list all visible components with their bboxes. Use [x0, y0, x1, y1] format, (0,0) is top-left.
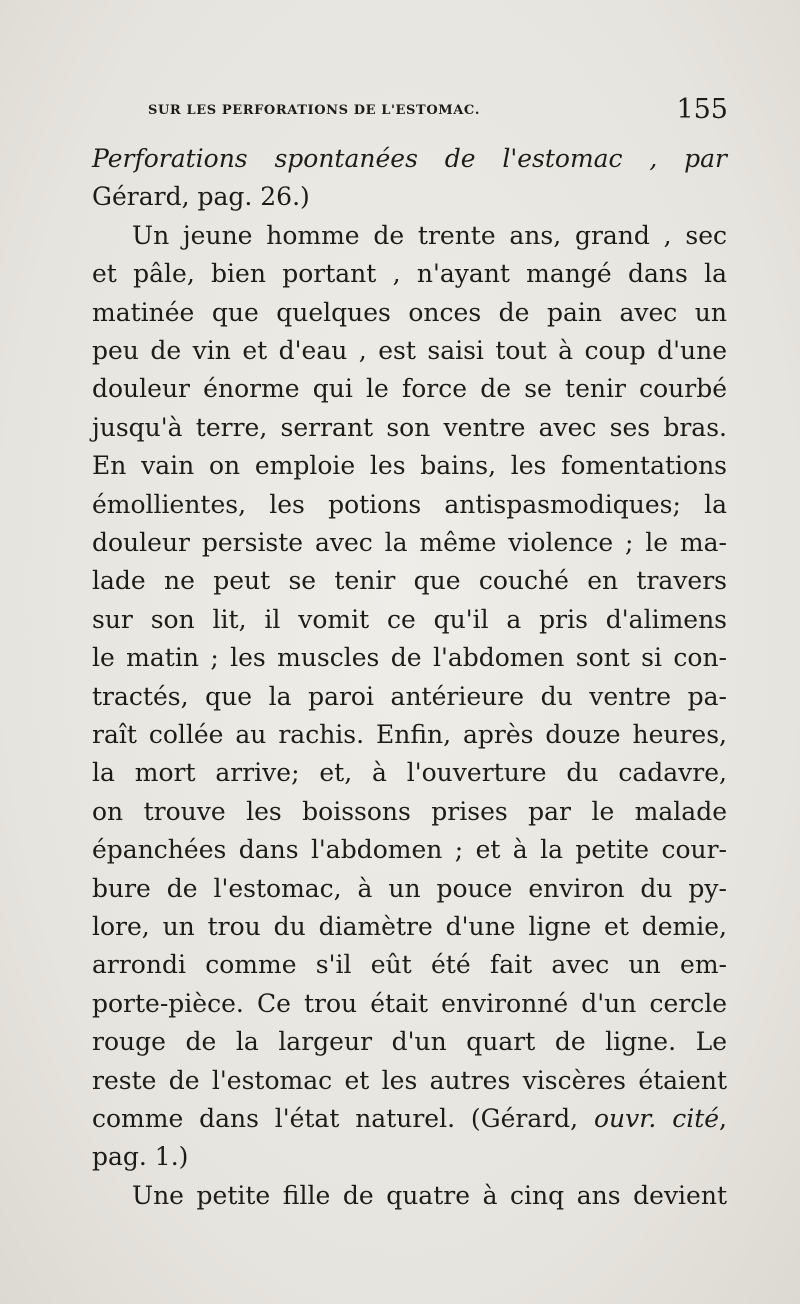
text-segment: bure de l'estomac, à un pouce environ du py-	[92, 874, 727, 903]
text-segment: le matin ; les muscles de l'abdomen sont si con-	[92, 643, 727, 672]
text-segment: épanchées dans l'abdomen ; et à la petite cour-	[92, 835, 727, 864]
text-line	[92, 754, 727, 792]
italic-text: ouvr. cité	[593, 1104, 720, 1133]
text-line	[92, 1023, 727, 1061]
text-segment: et pâle, bien portant , n'ayant mangé dans la	[92, 259, 727, 288]
text-line	[92, 985, 727, 1023]
text-segment: En vain on emploie les bains, les fomentations	[92, 451, 727, 480]
italic-text: Perforations spontanées de l'estomac , par	[92, 144, 727, 173]
text-line	[92, 447, 727, 485]
text-line	[92, 294, 727, 332]
text-segment: comme dans l'état naturel. (Gérard,	[92, 1104, 594, 1133]
page-number: 155	[676, 94, 728, 125]
text-segment: raît collée au rachis. Enfin, après douze heures,	[92, 720, 727, 749]
text-segment: émollientes, les potions antispasmodiques; la	[92, 490, 727, 519]
text-segment: Gérard, pag. 26.)	[92, 182, 310, 211]
text-line	[92, 562, 727, 600]
text-line	[92, 831, 727, 869]
text-line	[92, 870, 727, 908]
text-segment: arrondi comme s'il eût été fait avec un em-	[92, 950, 727, 979]
text-line	[92, 601, 727, 639]
text-segment: douleur énorme qui le force de se tenir courbé	[92, 374, 727, 403]
text-segment: la mort arrive; et, à l'ouverture du cadavre,	[92, 758, 727, 787]
text-segment: rouge de la largeur d'un quart de ligne. Le	[92, 1027, 727, 1056]
text-segment: pag. 1.)	[92, 1142, 189, 1171]
text-segment: lore, un trou du diamètre d'une ligne et demie,	[92, 912, 727, 941]
text-line	[92, 524, 727, 562]
text-segment: jusqu'à terre, serrant son ventre avec ses bras.	[92, 413, 727, 442]
text-line	[92, 486, 727, 524]
text-line	[92, 946, 727, 984]
text-segment: on trouve les boissons prises par le malade	[92, 797, 727, 826]
text-line	[92, 716, 727, 754]
text-segment: reste de l'estomac et les autres viscères étaient	[92, 1066, 727, 1095]
text-line	[92, 370, 727, 408]
text-segment: Un jeune homme de trente ans, grand , sec	[132, 221, 727, 250]
text-segment: douleur persiste avec la même violence ; le ma-	[92, 528, 727, 557]
text-line	[92, 178, 727, 216]
text-segment: tractés, que la paroi antérieure du ventre pa-	[92, 682, 727, 711]
text-line	[92, 255, 727, 293]
text-line	[132, 217, 727, 255]
text-line	[92, 793, 727, 831]
text-line	[92, 908, 727, 946]
text-line	[92, 639, 727, 677]
text-segment: ,	[719, 1104, 727, 1133]
text-line	[92, 332, 727, 370]
text-line	[92, 678, 727, 716]
text-line	[92, 1062, 727, 1100]
text-line	[92, 140, 727, 178]
text-segment: porte-pièce. Ce trou était environné d'un cercle	[92, 989, 727, 1018]
text-line	[92, 409, 727, 447]
text-segment: Une petite fille de quatre à cinq ans devient	[132, 1181, 727, 1210]
text-segment: sur son lit, il vomit ce qu'il a pris d'alimens	[92, 605, 727, 634]
text-line	[132, 1177, 727, 1215]
text-segment: peu de vin et d'eau , est saisi tout à coup d'une	[92, 336, 727, 365]
text-segment: matinée que quelques onces de pain avec un	[92, 298, 727, 327]
text-segment: lade ne peut se tenir que couché en travers	[92, 566, 727, 595]
running-head	[148, 94, 728, 128]
text-line	[92, 1138, 727, 1176]
running-title: sur les perforations de l'estomac.	[148, 98, 480, 119]
text-line	[92, 1100, 727, 1138]
